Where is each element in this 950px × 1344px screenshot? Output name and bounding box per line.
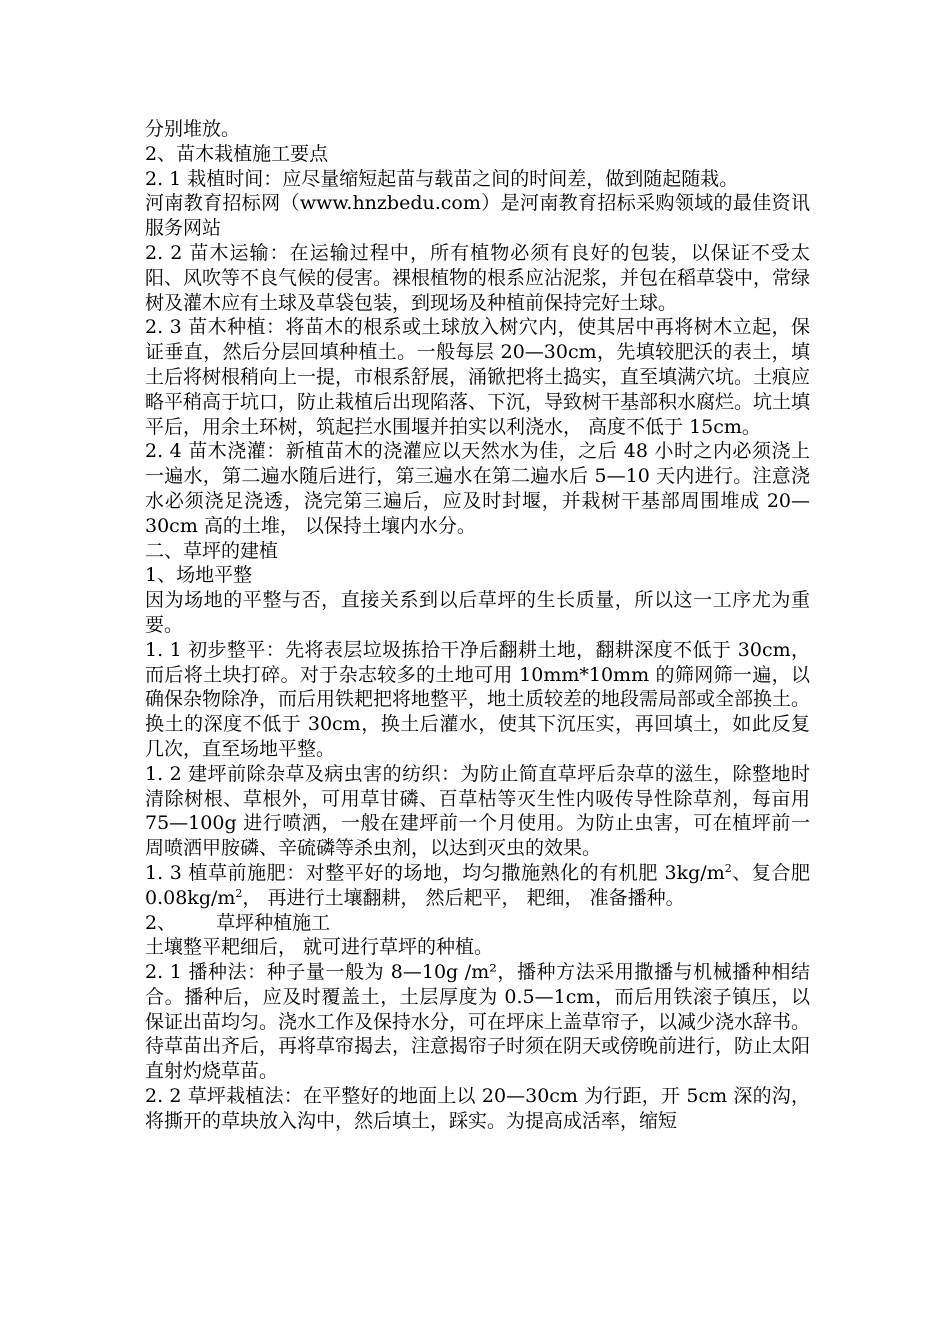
paragraph: 2. 1 栽植时间：应尽量缩短起苗与载苗之间的时间差，做到随起随栽。 [145,167,739,190]
paragraph: 河南教育招标网（www.hnzbedu.com）是河南教育招标采购领域的最佳资讯服务网站 [145,192,810,240]
superscript: 2 [724,861,732,875]
paragraph: 2. 4 苗木浇灌：新植苗木的浇灌应以天然水为佳，之后 48 小时之内必须浇上一遍水，第二遍水随后进行，第三遍水在第二遍水后 5—10 天内进行。注意浇水必须浇足浇透，浇完第三遍后，应及时封堰，并栽树干基部周围堆成 20—30cm 高的土堆， 以保持土壤内水分。 [145,440,810,537]
paragraph: 1. 2 建坪前除杂草及病虫害的纺织：为防止简直草坪后杂草的滋生，除整地时清除树根、草根外，可用草甘磷、百草枯等灭生性内吸传导性除草剂，每亩用 75—100g 进行喷洒，一般在建坪前一个月使用。为防止虫害，可在植坪前一周喷洒甲胺磷、辛硫磷等杀虫剂，以达到灭虫的效果。 [145,762,810,860]
section-heading: 二、草坪的建植 [145,539,279,562]
superscript: 2 [235,886,243,900]
heading-number: 2、 [145,911,177,934]
paragraph: 2. 2 草坪栽植法：在平整好的地面上以 20—30cm 为行距，开 5cm 深的沟，将撕开的草块放入沟中，然后填土，踩实。为提高成活率，缩短 [145,1085,810,1132]
text-run: 、复合肥 0.08kg/m [145,861,810,909]
text-run: 1. 3 植草前施肥：对整平好的场地，均匀撒施熟化的有机肥 3kg/m [145,861,725,884]
paragraph: 2. 1 播种法：种子量一般为 8—10g /m²，播种方法采用撒播与机械播种相结合。播种后，应及时覆盖土，土层厚度为 0.5—1cm，而后用铁滚子镇压，以保证出苗均匀。浇水工作及保持水分，可在坪床上盖草帘子，以减少浇水辞书。待草苗出齐后，再将草帘揭去，注意揭帘子时须在阴天或傍晚前进行，防止太阳直射灼烧草苗。 [145,961,811,1083]
paragraph: 2. 2 苗木运输：在运输过程中，所有植物必须有良好的包装，以保证不受太阳、风吹等不良气候的侵害。裸根植物的根系应沾泥浆，并包在稻草袋中，常绿树及灌木应有土球及草袋包装，到现场及种植前保持完好土球。 [145,241,811,314]
paragraph: 2. 3 苗木种植：将苗木的根系或土球放入树穴内，使其居中再将树木立起，保证垂直，然后分层回填种植土。一般每层 20—30cm，先填较肥沃的表土，填土后将树根稍向上一提，市根系舒展，涌锨把将土捣实，直至填满穴坑。土痕应略平稍高于坑口，防止栽植后出现陷落、下沉，导致树干基部积水腐烂。坑土填平后，用余土环树，筑起拦水围堰并拍实以利浇水， 高度不低于 15cm。 [145,316,811,438]
document-body [145,117,810,1134]
paragraph: 分别堆放。 [145,118,241,140]
heading-text: 草坪种植施工 [216,911,331,934]
subsection-heading: 1、场地平整 [145,564,253,587]
paragraph: 1. 1 初步整平：先将表层垃圾拣拾干净后翻耕土地，翻耕深度不低于 30cm，而后将土块打碎。对于杂志较多的土地可用 10mm*10mm 的筛网筛一遍，以确保杂物除净，而后用铁耙把将地整平，地土质较差的地段需局部或全部换土。换土的深度不低于 30cm，换土后灌水，使其下沉压实，再回填土，如此反复几次，直至场地平整。 [145,638,811,760]
subsection-heading [145,911,810,936]
text-run: ， 再进行土壤翻耕， 然后耙平， 耙细， 准备播种。 [242,886,685,909]
paragraph [145,861,810,911]
paragraph: 土壤整平耙细后， 就可进行草坪的种植。 [145,936,494,959]
section-heading: 2、苗木栽植施工要点 [145,142,329,165]
paragraph: 因为场地的平整与否，直接关系到以后草坪的生长质量，所以这一工序尤为重要。 [145,589,810,636]
